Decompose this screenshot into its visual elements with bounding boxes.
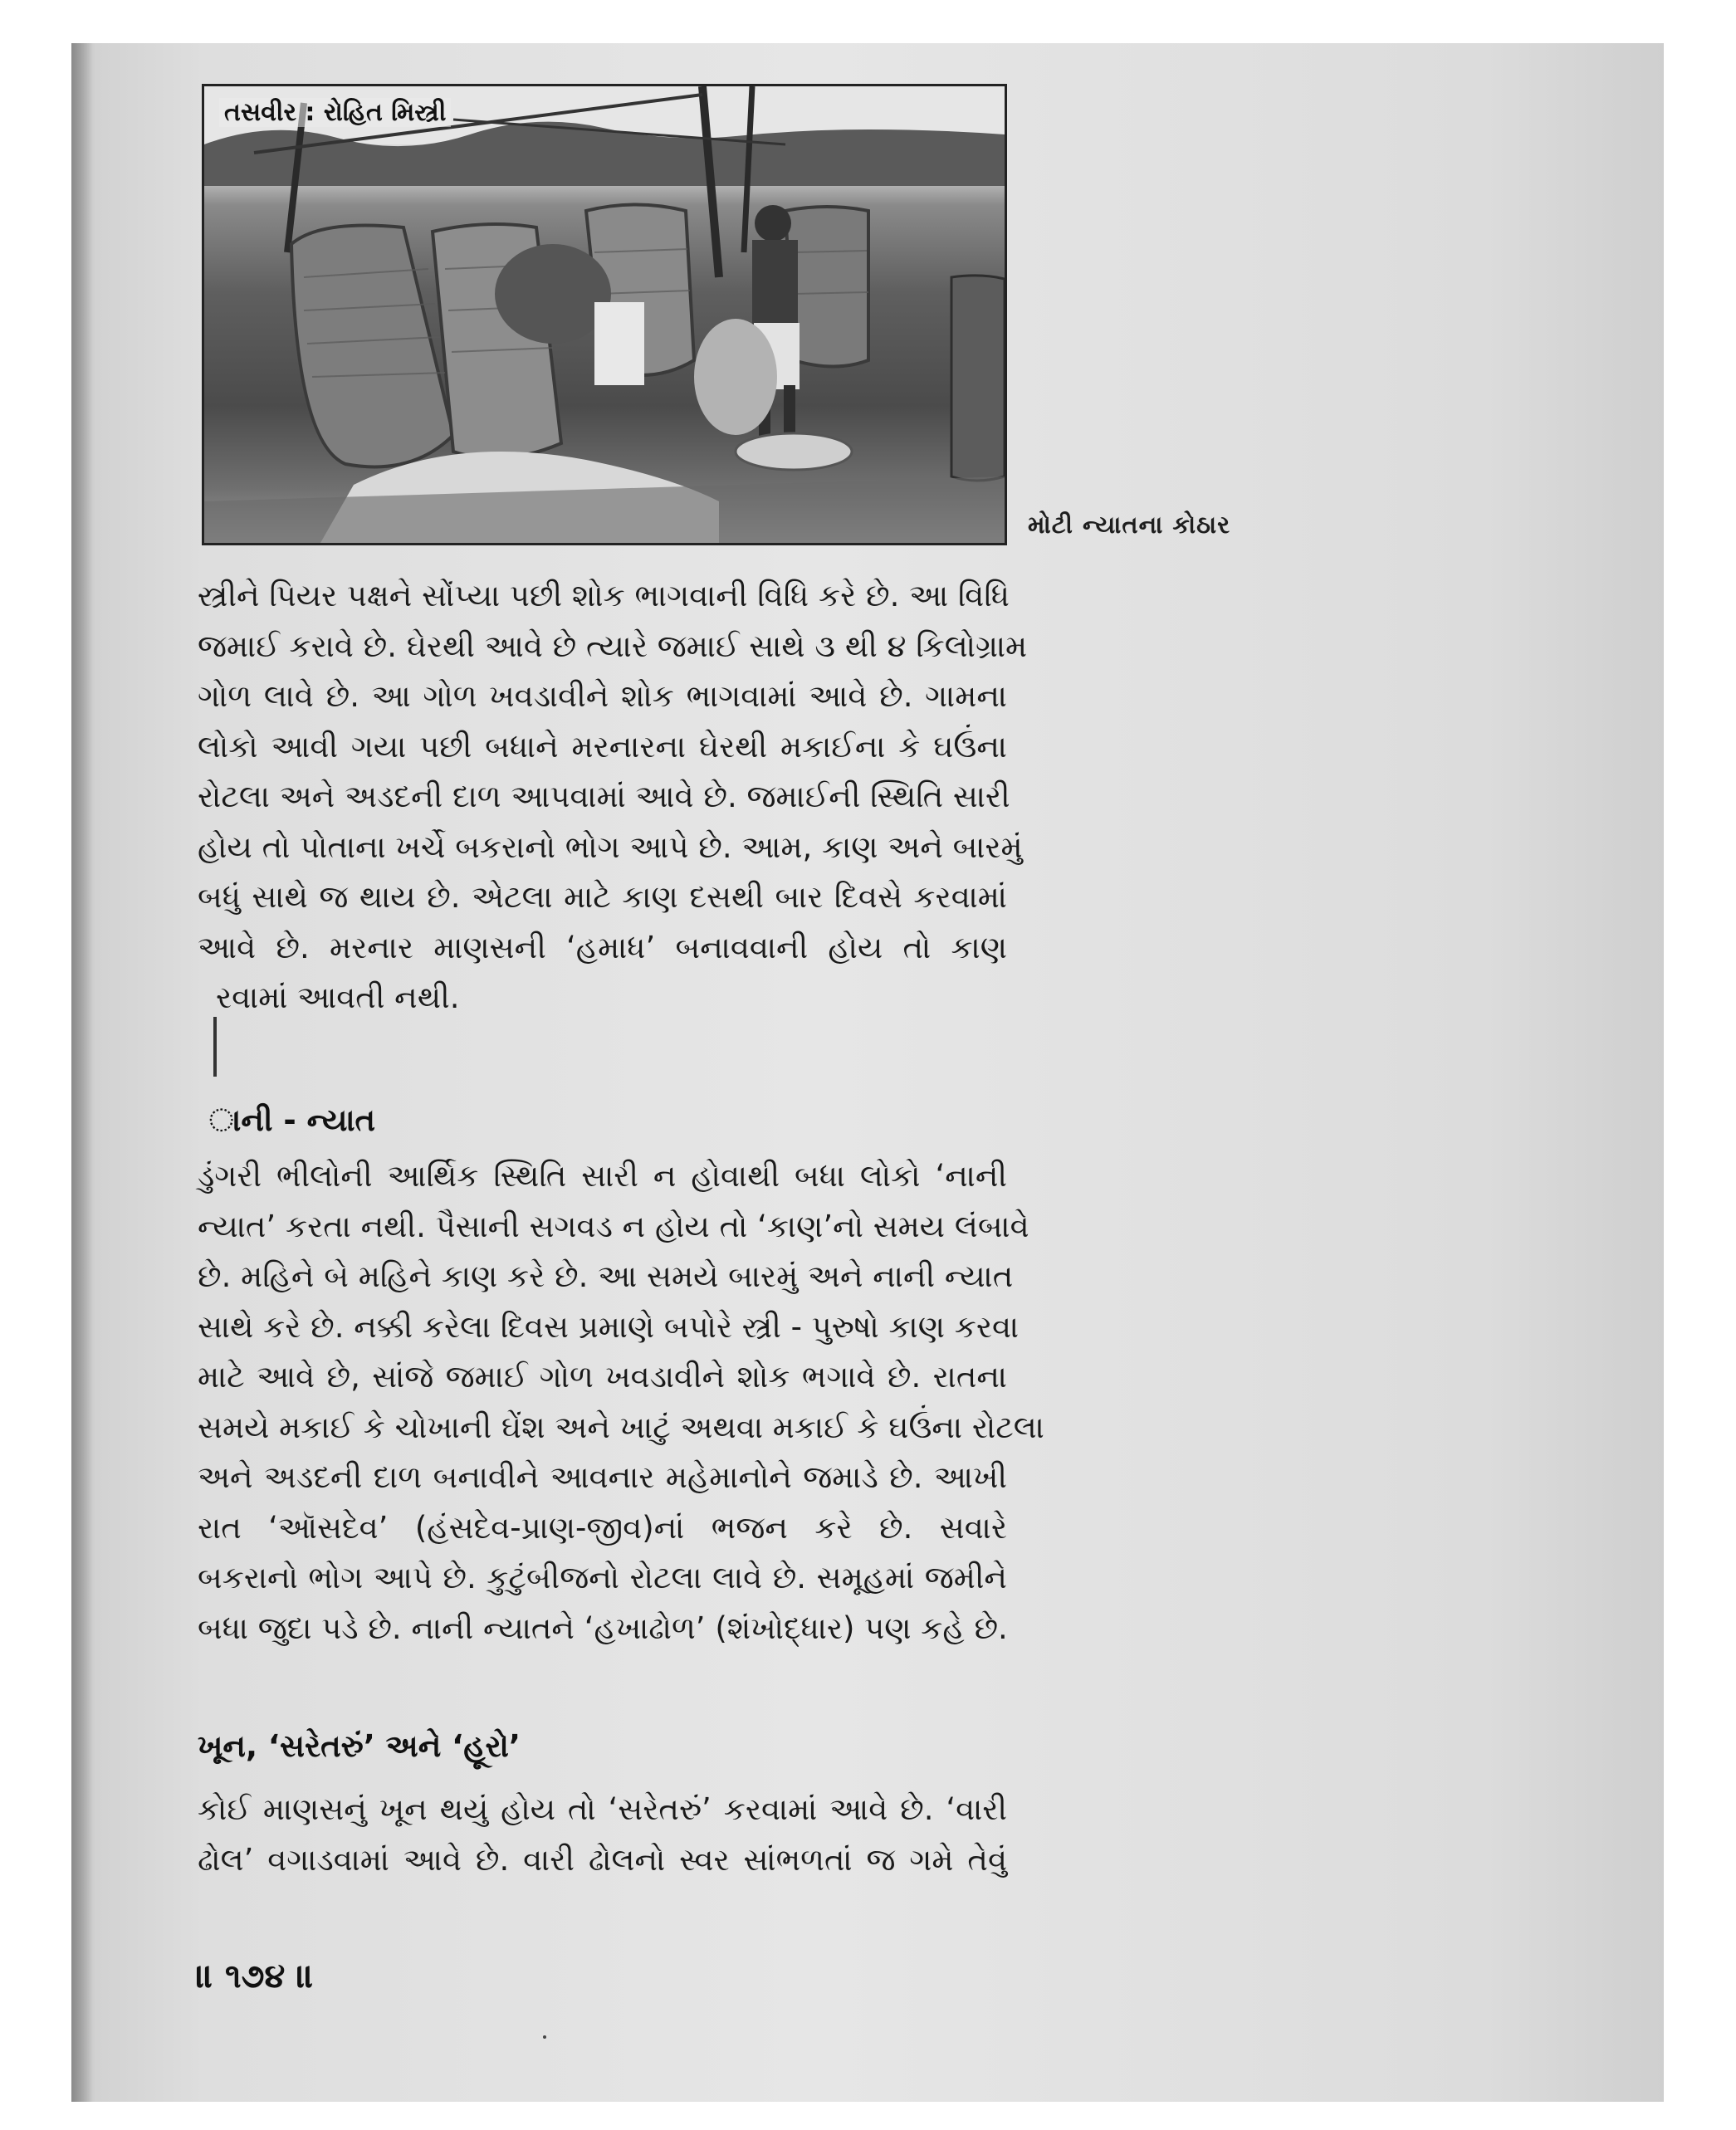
section-heading-khun: ખૂન, ‘સરેતરું’ અને ‘હૂરો’ (198, 1728, 521, 1764)
text-line: બધા જુદા પડે છે. નાની ન્યાતને ‘હખાઢોળ’ (શંખોદ્ધાર) પણ કહે છે. (198, 1610, 1008, 1646)
text-line: સમયે મકાઈ કે ચોખાની ઘેંશ અને ખાટું અથવા મકાઈ કે ઘઉંના રોટલા (198, 1409, 1044, 1445)
scan-artifact-bar (213, 1017, 217, 1077)
text-line: કોઈ માણસનું ખૂન થયું હોય તો ‘સરેતરું’ કરવામાં આવે છે. ‘વારી (198, 1791, 1007, 1827)
text-line: ન્યાત’ કરતા નથી. પૈસાની સગવડ ન હોય તો ‘કાણ’નો સમય લંબાવે (198, 1208, 1029, 1244)
photograph (202, 84, 1007, 545)
granary-baskets-illustration (204, 86, 1005, 543)
text-line: બકરાનો ભોગ આપે છે. કુટુંબીજનો રોટલા લાવે છે. સમૂહમાં જમીને (198, 1560, 1007, 1595)
spine-shadow (71, 43, 93, 2102)
text-line: માટે આવે છે, સાંજે જમાઈ ગોળ ખવડાવીને શોક ભગાવે છે. રાતના (198, 1359, 1007, 1395)
paragraph-1 (198, 571, 1028, 1023)
text-line: ઢોલ’ વગાડવામાં આવે છે. વારી ઢોલનો સ્વર સાંભળતાં જ ગમે તેવું (198, 1841, 1007, 1878)
text-line: લોકો આવી ગયા પછી બધાને મરનારના ઘેરથી મકાઈના કે ઘઉંના (198, 728, 1007, 765)
text-line: ગોળ લાવે છે. આ ગોળ ખવડાવીને શોક ભાગવામાં આવે છે. ગામના (198, 678, 1007, 714)
paragraph-2 (198, 1151, 1044, 1654)
text-line: હોય તો પોતાના ખર્ચે બકરાનો ભોગ આપે છે. આમ, કાણ અને બારમું (198, 828, 1023, 865)
photo-credit: તસવીર : રોહિત મિસ્ત્રી (219, 98, 451, 127)
text-line: આવે છે. મરનાર માણસની ‘હમાધ’ બનાવવાની હોય તો કાણ (198, 929, 1007, 965)
paragraph-3 (198, 1785, 1007, 1885)
text-line: ડુંગરી ભીલોની આર્થિક સ્થિતિ સારી ન હોવાથી બધા લોકો ‘નાની (198, 1158, 1007, 1194)
text-line: જમાઈ કરાવે છે. ઘેરથી આવે છે ત્યારે જમાઈ સાથે ૩ થી ૪ કિલોગ્રામ (198, 628, 1028, 664)
page-number: ॥ ૧૭૪ ॥ (196, 1957, 315, 1996)
scan-speck (543, 2035, 546, 2039)
text-line: રાત ‘ઑસદેવ’ (હંસદેવ-પ્રાણ-જીવ)નાં ભજન કરે છે. સવારે (198, 1509, 1007, 1546)
text-line: રવામાં આવતી નથી. (216, 980, 460, 1015)
text-line: સ્ત્રીને પિયર પક્ષને સોંપ્યા પછી શોક ભાગવાની વિધિ કરે છે. આ વિધિ (198, 578, 1010, 613)
text-line: સાથે કરે છે. નક્કી કરેલા દિવસ પ્રમાણે બપોરે સ્ત્રી - પુરુષો કાણ કરવા (198, 1308, 1020, 1345)
photo-caption: મોટી ન્યાતના કોઠાર (1028, 511, 1231, 539)
section-heading-nani-nyat: ાની - ન્યાત (209, 1102, 376, 1138)
text-line: રોટલા અને અડદની દાળ આપવામાં આવે છે. જમાઈની સ્થિતિ સારી (198, 779, 1010, 814)
text-line: અને અડદની દાળ બનાવીને આવનાર મહેમાનોને જમાડે છે. આખી (198, 1459, 1007, 1495)
text-line: બધું સાથે જ થાય છે. એટલા માટે કાણ દસથી બાર દિવસે કરવામાં (198, 879, 1007, 915)
text-line: છે. મહિને બે મહિને કાણ કરે છે. આ સમયે બારમું અને નાની ન્યાત (198, 1258, 1014, 1294)
